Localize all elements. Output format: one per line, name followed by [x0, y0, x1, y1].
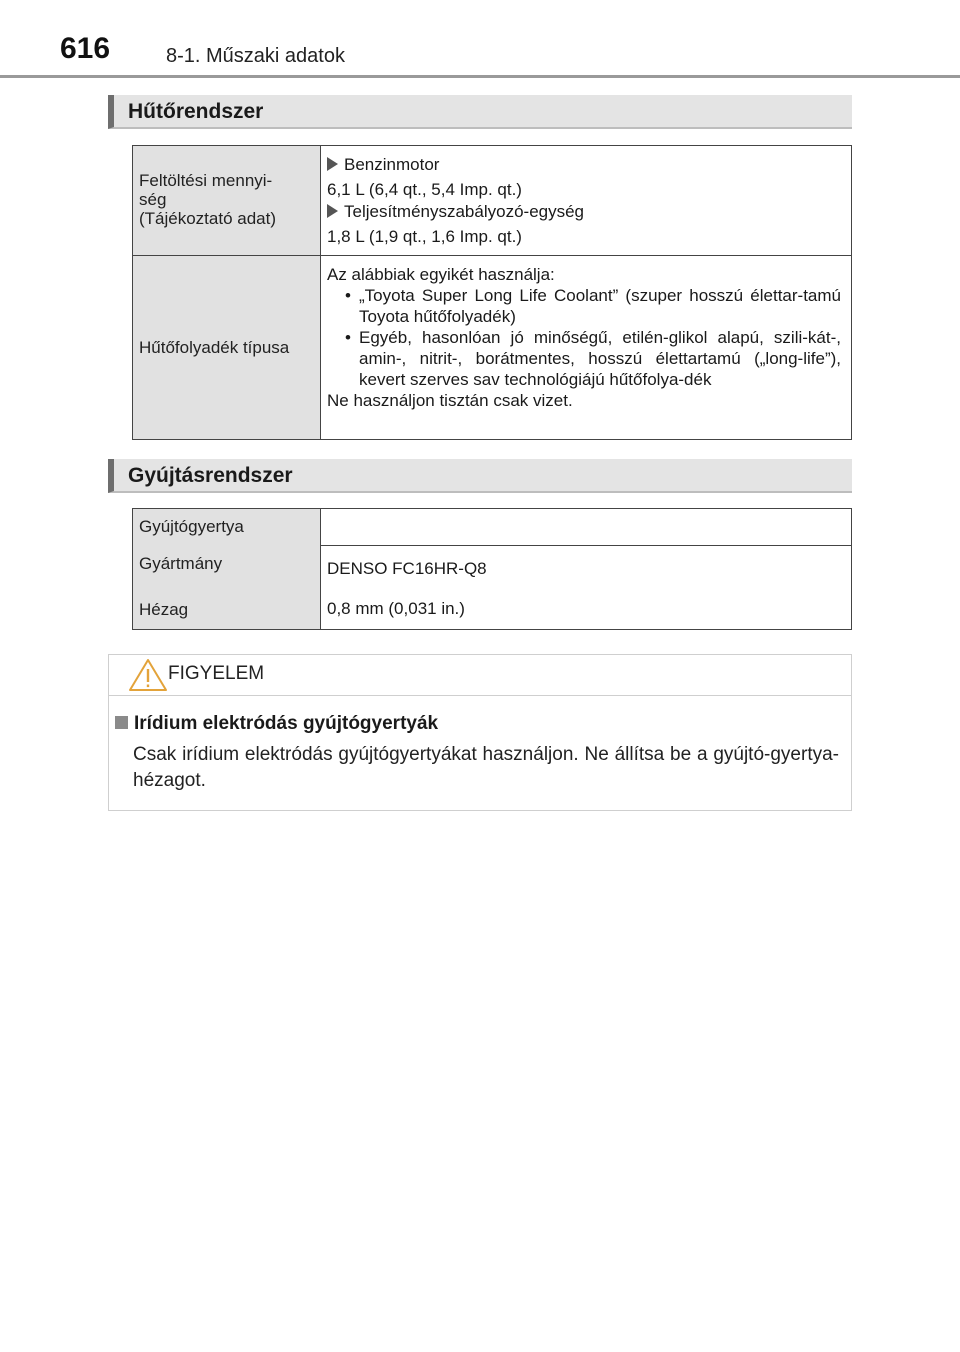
table-row — [133, 546, 852, 590]
coolant-value-cell — [321, 256, 852, 440]
triangle-bullet-icon — [327, 157, 338, 171]
plug-label: Gyújtógyertya — [139, 517, 244, 536]
header-divider — [0, 75, 960, 78]
ignition-spec-table — [132, 508, 852, 630]
ignition-section-bar — [108, 459, 852, 493]
list-item: • „Toyota Super Long Life Coolant” (szuper hosszú élettar-tamú Toyota hűtőfolyadék) — [345, 285, 841, 327]
section-heading: 8-1. Műszaki adatok — [166, 45, 345, 67]
coolant-note: Ne használjon tisztán csak vizet. — [327, 391, 573, 410]
table-row — [133, 256, 852, 440]
square-bullet-icon — [115, 716, 128, 729]
make-label: Gyártmány — [139, 553, 223, 573]
warning-text: Csak irídium elektródás gyújtógyertyákat használjon. Ne állítsa be a gyújtó-gyertya-hézagot. — [133, 744, 839, 791]
page-header — [0, 0, 960, 78]
pcu-label: Teljesítményszabályozó-egység — [344, 202, 585, 221]
table-row — [133, 590, 852, 630]
plug-label-cell — [133, 509, 321, 546]
engine-value: 6,1 L (6,4 qt., 5,4 Imp. qt.) — [327, 180, 522, 199]
coolant-label-cell — [133, 256, 321, 440]
engine-label: Benzinmotor — [344, 155, 440, 174]
coolant-options-list — [327, 285, 841, 390]
capacity-label: Feltöltési mennyi- ség (Tájékoztató adat) — [139, 171, 277, 228]
warning-triangle-icon — [128, 658, 168, 692]
gap-label: Hézag — [139, 599, 189, 619]
make-value: DENSO FC16HR-Q8 — [327, 559, 487, 578]
triangle-bullet-icon — [327, 204, 338, 218]
warning-header — [109, 655, 851, 696]
warning-heading: FIGYELEM — [168, 663, 265, 684]
warning-subheading: Irídium elektródás gyújtógyertyák — [134, 713, 439, 734]
capacity-value-cell — [321, 146, 852, 256]
cooling-section-bar — [108, 95, 852, 129]
coolant-label: Hűtőfolyadék típusa — [139, 337, 290, 357]
cooling-spec-table — [132, 145, 852, 440]
pcu-value: 1,8 L (1,9 qt., 1,6 Imp. qt.) — [327, 227, 522, 246]
list-item: • Egyéb, hasonlóan jó minőségű, etilén-glikol alapú, szili-kát-, amin-, nitrit-, borátmentes, hosszú élettartamú („long-life”), kevert szerves sav technológiájú hűtőfolya-dék — [345, 327, 841, 390]
make-label-cell — [133, 546, 321, 590]
gap-label-cell — [133, 590, 321, 630]
gap-value-cell — [321, 590, 852, 630]
make-value-cell — [321, 546, 852, 590]
cooling-section-title: Hűtőrendszer — [128, 100, 264, 123]
capacity-label-cell — [133, 146, 321, 256]
warning-box — [108, 654, 852, 811]
table-row — [133, 146, 852, 256]
coolant-intro: Az alábbiak egyikét használja: — [327, 265, 555, 284]
table-row — [133, 509, 852, 546]
page-number: 616 — [60, 32, 111, 65]
gap-value: 0,8 mm (0,031 in.) — [327, 598, 465, 618]
ignition-section-title: Gyújtásrendszer — [128, 464, 293, 487]
